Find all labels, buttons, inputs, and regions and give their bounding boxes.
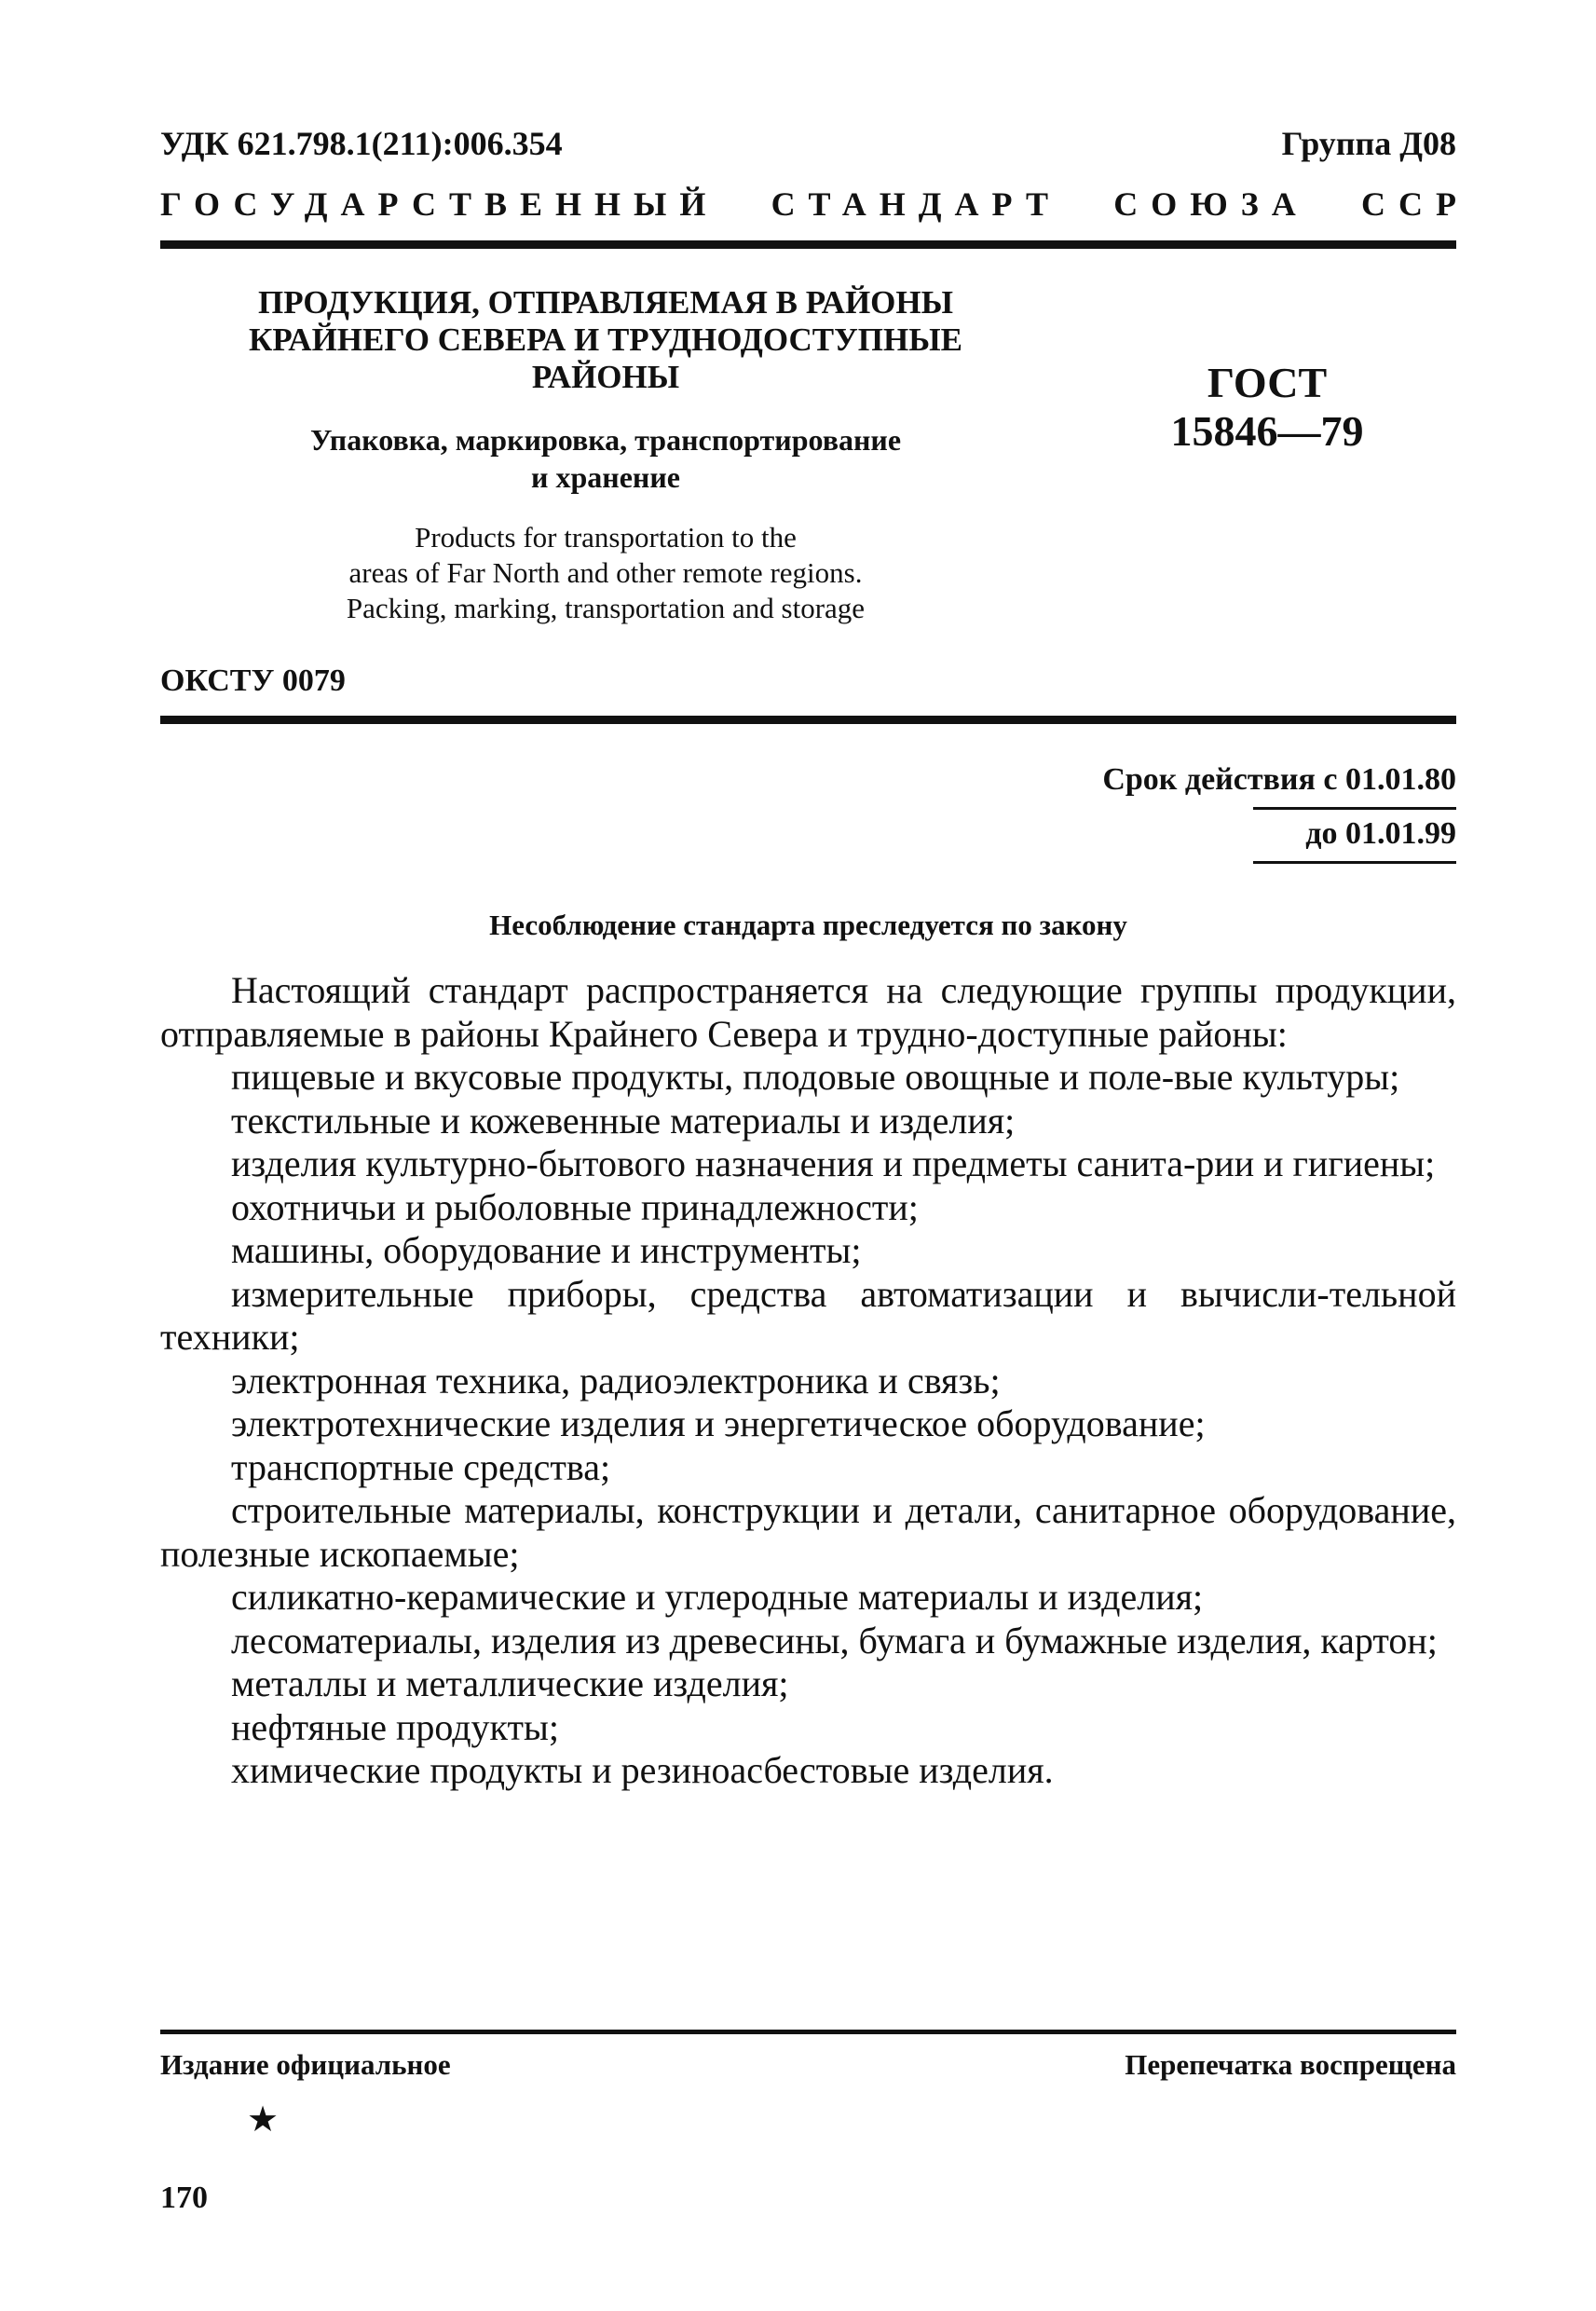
header-row bbox=[160, 124, 1456, 171]
paragraph: металлы и металлические изделия; bbox=[231, 1662, 789, 1704]
english-title bbox=[196, 520, 1016, 626]
gost-label: ГОСТ bbox=[1207, 359, 1328, 406]
english-line: Products for transportation to the bbox=[415, 521, 797, 554]
footer-row bbox=[160, 2048, 1456, 2082]
title-line: КРАЙНЕГО СЕВЕРА И ТРУДНОДОСТУПНЫЕ bbox=[249, 321, 962, 358]
middle-divider bbox=[160, 716, 1456, 724]
body-text bbox=[160, 969, 1456, 1793]
group-code: Группа Д08 bbox=[1281, 125, 1456, 162]
english-line: Packing, marking, transportation and storage bbox=[346, 592, 866, 624]
paragraph: изделия культурно-бытового назначения и предметы санита-рии и гигиены; bbox=[231, 1142, 1436, 1184]
validity-from: Срок действия с 01.01.80 bbox=[1102, 762, 1456, 797]
paragraph: Настоящий стандарт распространяется на следующие группы продукции, отправляемые в районы Крайнего Севера и трудно-доступные районы: bbox=[160, 969, 1456, 1055]
document-subtitle bbox=[196, 421, 1016, 496]
udk-code: УДК 621.798.1(211):006.354 bbox=[160, 125, 563, 162]
gost-designation bbox=[1099, 359, 1435, 456]
official-edition-note: Издание официальное bbox=[160, 2048, 451, 2081]
paragraph: охотничьи и рыболовные принадлежности; bbox=[231, 1185, 919, 1228]
document-title bbox=[196, 284, 1016, 396]
paragraph: химические продукты и резиноасбестовые изделия. bbox=[231, 1749, 1054, 1791]
subtitle-line: и хранение bbox=[531, 460, 680, 494]
paragraph: силикатно-керамические и углеродные материалы и изделия; bbox=[231, 1576, 1204, 1618]
star-icon: ★ bbox=[247, 2100, 280, 2140]
okstu-code: ОКСТУ 0079 bbox=[160, 663, 346, 698]
paragraph: текстильные и кожевенные материалы и изделия; bbox=[231, 1099, 1016, 1142]
gov-word-1: ГОСУДАРСТВЕННЫЙ bbox=[160, 185, 719, 223]
paragraph: измерительные приборы, средства автоматизации и вычисли-тельной техники; bbox=[160, 1272, 1456, 1358]
title-line: РАЙОНЫ bbox=[531, 359, 680, 395]
paragraph: электротехнические изделия и энергетическое оборудование; bbox=[231, 1402, 1206, 1444]
gost-number: 15846—79 bbox=[1170, 407, 1364, 455]
validity-rule-1 bbox=[1253, 807, 1456, 810]
page-number: 170 bbox=[160, 2181, 208, 2215]
paragraph: строительные материалы, конструкции и детали, санитарное оборудование, полезные ископаемые; bbox=[160, 1489, 1456, 1575]
paragraph: транспортные средства; bbox=[231, 1445, 611, 1488]
paragraph: пищевые и вкусовые продукты, плодовые овощные и поле-вые культуры; bbox=[231, 1056, 1400, 1098]
gov-standard-banner bbox=[160, 185, 1469, 231]
footer-divider bbox=[160, 2030, 1456, 2034]
gov-word-4: ССР bbox=[1360, 185, 1469, 223]
gov-word-2: СТАНДАРТ bbox=[771, 185, 1061, 223]
validity-rule-2 bbox=[1253, 861, 1456, 864]
english-line: areas of Far North and other remote regions. bbox=[348, 556, 863, 589]
gov-word-3: СОЮЗА bbox=[1113, 185, 1309, 223]
legal-warning: Несоблюдение стандарта преследуется по закону bbox=[489, 909, 1127, 941]
paragraph: электронная техника, радиоэлектроника и связь; bbox=[231, 1359, 1001, 1402]
subtitle-line: Упаковка, маркировка, транспортирование bbox=[309, 423, 902, 457]
validity-to: до 01.01.99 bbox=[1305, 816, 1456, 851]
paragraph: лесоматериалы, изделия из древесины, бумага и бумажные изделия, картон; bbox=[231, 1619, 1438, 1661]
title-line: ПРОДУКЦИЯ, ОТПРАВЛЯЕМАЯ В РАЙОНЫ bbox=[257, 284, 953, 321]
reprint-prohibited-note: Перепечатка воспрещена bbox=[1125, 2048, 1456, 2081]
paragraph: машины, оборудование и инструменты; bbox=[231, 1229, 862, 1271]
top-divider bbox=[160, 240, 1456, 249]
paragraph: нефтяные продукты; bbox=[231, 1705, 559, 1748]
